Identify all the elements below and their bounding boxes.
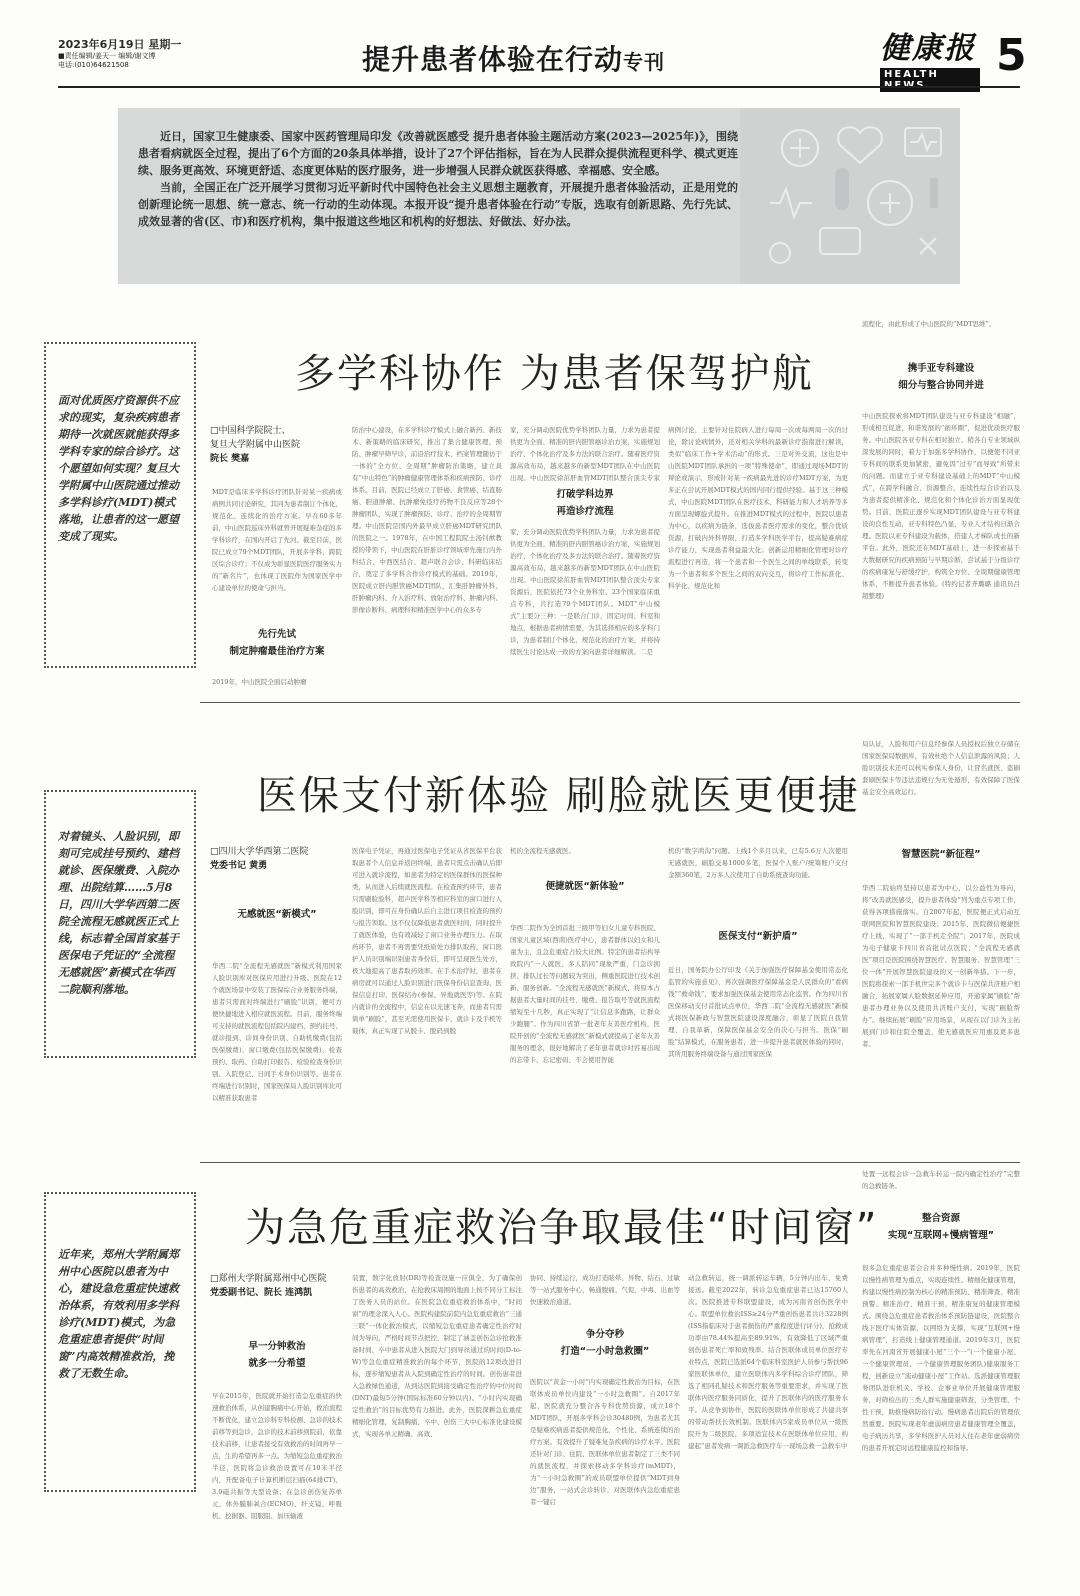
article2-col3: 华西二院作为全国首批三级甲等妇女儿童专科医院、国家儿童区域(西南)医疗中心，患者群体以妇女和儿童为主，且急危重症占较大比例。特定的患者结构导致院内“一人就医、多人陪同”现象严重，门急诊拥挤、排队过长等问题较为突出，侧重医院进行技术创新、服务创新。“全流程无感就医”新模式，将原本占据患者大量时间的挂号、缴费、报告取号等就医流程缩短至十几秒，真正实现了“让信息多跑路，让群众少跑腿”。作为四川省第一批老年友善医疗机构，医院开创的“全流程无感就医”新模式就提高了老年友善服务的理念，很好地解决了老年患者就诊时容易出现的忘带卡、忘记密码、不会使用智能 bbox=[510, 924, 660, 1064]
page-title-suffix: 专刊 bbox=[623, 50, 666, 74]
intro-text bbox=[138, 128, 738, 230]
article1-col5: 中山医院探索将MDT团队建设与亚专科建设“相融”，形成相互促进，和谐发展的“循环圈”，促进优质医疗服务。中山医院各亚专科在相对独立、稍各自专业领域纵深发展的同时，着力于加强多学科协作，以便使不同亚专科间的联系更加紧密，避免因“过专”而导致“所带来的问题。而建立于亚专科建设基础上的MDT“中山模式”，在跨学科融合、资源整合、连续性综合诊治以及为患者提供精准化、规范化和个体化诊治方面显现优势。目前，医院正逐步实现MDT团队建设与亚专科建设的良性互动，亚专科特色凸显，专业人才结构日渐合理。医院以亚专科建设为载体，搭建人才梯队成长的新平台。此外，医院还在MDT基础上，进一步探索基于大数据研究的疾病预防与早期诊断，尝试基于分级诊疗的疾病康复与舒缓疗护，构筑全方位、全周期健康管理体系，不断提升患者体验。(特约记者齐璐璐 通讯员吕超整理) bbox=[862, 412, 1020, 600]
article3-headline: 为急危重症救治争取最佳“时间窗” bbox=[245, 1205, 879, 1251]
page-title-main: 提升患者体验在行动 bbox=[362, 43, 624, 76]
article2-headline: 医保支付新体验 刷脸就医更便捷 bbox=[257, 773, 860, 819]
author-line: □郑州大学附属郑州中心医院 bbox=[210, 1274, 327, 1284]
article3-subhead-2 bbox=[530, 1326, 680, 1360]
article1-col3a: 家，充分调动医院优势学科团队力量，力求为患者提供更为全面、精准的肝内胆管癌诊治方案，实施规划治疗、个体化治疗及多方法的联合治疗。随着医疗资源高效布局，越来越多的新型MDT团队在中山医院出现。中山医院徐茁肝血管MDT团队整合顶尖专家 bbox=[510, 426, 660, 482]
brand-name: 健康报 bbox=[880, 31, 976, 66]
page-title bbox=[362, 38, 665, 78]
article1-subhead-3 bbox=[862, 360, 1020, 394]
article2-col3a: 机的全流程无感就医。 bbox=[510, 847, 575, 855]
article1-col1: MDT是临床多学科诊疗团队针对某一疾病或病例共同讨论研究，其同为患者制订个体化、规范化、连续化的治疗方案。早在60多年前，中山医院巡床外科就曾开展疑难杂症的多学科诊疗，在国内开启了先河。截至目前，医院已成立79个MDT团队，开展多学科、跨院区综合诊疗；不仅成为彰显医院医疗服务实力的“新名片”，也体现了医院作为国家医学中心建设单位的使命与担当。 bbox=[212, 488, 342, 592]
subhead-line: 争分夺秒 bbox=[585, 1329, 624, 1340]
subhead-line: 早一分钟救治 bbox=[248, 1341, 306, 1352]
article1-bottom-rule bbox=[200, 702, 1020, 703]
author-line: 复旦大学附属中山医院 bbox=[210, 440, 301, 450]
intro-paragraph-2: 当前，全国正在广泛开展学习贯彻习近平新时代中国特色社会主义思想主题教育，开展提升患者体验活动，正是用党的创新理论统一思想、统一意志、统一行动的生动体现。本报开设“提升患者体验在行动”专版，选取有创新思路、先行先试、成效显著的省(区、市)和医疗机构，集中报道这些地区和机构的好想法、好做法、好办法。 bbox=[138, 181, 738, 228]
article3-col1: 早在2015年，医院就开始打造急危重症的快速救治体系，从创建胸痛中心开始，救治流程不断优化，建立急诊科专科检测、急诊的技术前移等到急诊，急诊的技术前移到院前，依靠技术前移，让患者接受有效救治的时间再早一点，生的希望再多一点。为缩短急危重症救治半径，医院将急诊救治设置可在10米半径内，开配备电子计算机断层扫描(64排CT)、3.0磁共振等大型设备；在急诊创伤复苏单元，体外膜肺氧合(ECMO)、纤支镜、呼吸机、挖掘器、阻服阻、加压输液 bbox=[212, 1392, 342, 1520]
article1-headline: 多学科协作 为患者保驾护航 bbox=[295, 351, 814, 397]
subhead-line: 就多一分希望 bbox=[248, 1358, 306, 1369]
article1-col5a: 流程化，由此形成了中山医院的“MDT思维”。 bbox=[862, 320, 996, 328]
header-meta bbox=[58, 38, 181, 70]
article2-subhead-4: 智慧医院“新征程” bbox=[901, 849, 981, 860]
subhead-line: 再造诊疗流程 bbox=[556, 506, 614, 517]
article2-subhead-1: 无感就医“新模式” bbox=[237, 909, 317, 920]
article2-sidebar-text: 对着镜头、人脸识别，即刻可完成挂号预约、建档就诊、医保缴费、入院办理、出院结算……5月8日，四川大学华西第二医院全流程无感就医正式上线，标志着全国首家基于医保电子凭证的“全流程无感就医”新模式在华西二院顺利落地。 bbox=[58, 830, 179, 996]
article1-col3b bbox=[510, 526, 660, 688]
page-number: 5 bbox=[996, 30, 1027, 81]
col-text: 家，充分调动医院优势学科团队力量，力求为患者提供更为全面、精准的肝内胆管癌诊治方案，实施规划治疗、个体化治疗及多方法的联合治疗。随着医疗资源高效布局，越来越多的新型MDT团队在中山医院出现。中山医院徐茁肝血管MDT团队整合顶尖专家资源后，医院依托73个业务科室、23个国家临床重点专科，共打造79个MDT团队。MDT“中山模式”主要分三种：一是联合门诊，固定时间、科室和地点，根据患者病情需要，为其选择相应的多学科门诊，为患者制订个体化、规范化的治疗方案，并将持续医生讨论达成一致的方案向患者详细解读。二是 bbox=[510, 528, 660, 656]
article3-col2: 装置，数字化放射(DR)等检查设施一应俱全，为了确保创伤患者的高效救治，在抢救床周围的地面上按不同分工标注了医务人员的站位。在医院急危重症救治体系中，“时间窗”的理念深入人心。医院构建院前院内急危重症救治“三通三联”一体化救治模式，以缩短急危重症患者确定性治疗时间为导向，严格时间节点把控，制定了涵盖创伤急诊抢救准备时间，卒中患者从进入医院大门到导丝通过的时间(D-to-W)等急危重症精准救治的每个环节，医院的12项改进目标，逐步缩短患者从入院到确定性治疗的时间。创伤患者进入急救绿色通道，从到达医院到接受确定性治疗的中位时间(DNT)最短5分钟(国际标准60分钟以内)。“小时内实现确定性救治”的目标优势有力推进。此外，医院深耕急危重症精细化管理，复制胸痛、卒中、创伤三大中心标准化建设模式，实现各单元精确、高效、 bbox=[352, 1274, 522, 1438]
article2-col4: 近日，国务院办公厅印发《关于加强医疗保障基金使用常态化监管的实施意见》，再次强调医疗保障基金是人民群众的“看病钱”“救命钱”，要求加强医保基金使用常态化监管。作为四川省医保移动支付首批试点单位，华西二院“全流程无感就医”新模式将医保新政与智慧医院建设深度融合，彰显了医院自我管理、自我革新，保障医保基金安全的决心与担当。医保“刷脸”结算模式，在服务患者，进一步提升患者就医体验的同时，其所用服务终端设备与通过国家医保 bbox=[668, 966, 848, 1058]
brand-english: HEALTH bbox=[880, 68, 980, 92]
article3-col4: 动急救转运，统一调派转运车辆，5分钟内出车，免费接送。截至2022年，转诊急危重症患者已达15760人次。医院推进专科联盟建设，成为河南省创伤医学中心。联盟单位救治ISS≥24分严重创伤患者共计3228例(ISS指临床对于患者损伤的严重程度进行评分)，抢救成功率由78.44%提高至89.91%，有效降低了区域严重创伤患者死亡率和致残率。结合医联体成员单位医疗专业特点，医院已选派64个临床科室医护人员参与帮扶96家医联体单位，建立医联体内多学科综合诊疗团队，筛选了相同孔疑技术和医疗服务等重要需求，并实现了医联体内医疗服务同质化，提升了医联体内的医疗服务水平。从竞争到协作，医院的医联体单位形成了共建共享的带动帮扶长效机制。医联体内5家成员单位从一级医院升为二级医院，多项适宜技术在医联体单位应用，构建起“患者发病一调派急救医疗车一现场急救一急救车中 bbox=[688, 1274, 848, 1450]
article2-subhead-3: 医保支付“新护盾” bbox=[718, 931, 798, 942]
author-line: 党委副书记、院长 连鸿凯 bbox=[210, 1288, 313, 1298]
article3-subhead-1 bbox=[212, 1338, 342, 1372]
article2-author bbox=[210, 845, 340, 873]
article1-subhead-2 bbox=[510, 486, 660, 520]
article3-col3a: 协同、持续运行，成功打造眩晕、异物、结石、过敏等一站式服务中心，畅通腹痛、气促、中毒、出血等快速救治通道。 bbox=[530, 1274, 680, 1306]
subhead-line: 整合资源 bbox=[921, 1213, 960, 1224]
article2-bottom-rule bbox=[200, 1162, 1020, 1163]
article3-sidebar-text: 近年来，郑州大学附属郑州中心医院以患者为中心，建设急危重症快速救治体系，有效利用多学科诊疗(MDT)模式，为急危重症患者提供“时间窗”内高效精准救治，挽救了无数生命。 bbox=[58, 1248, 179, 1380]
article2-col1: 华西二院“全流程无感就医”新模式利用国家人脸识别库对医保应用进行升级。医院在12个就医场景中安装了医保综合业务服务终端，患者只需面对终端进行“刷脸”识别，便可方便快捷地进入相应就医流程。目前，服务终端可支持的就医流程包括院内建档、预约挂号、就诊报到、诊间身份识别、自助机缴费(包括医保缴费)、窗口缴费(包括医保缴费)、检查预约、取药、自助打印报告、检验检查身份识别、入院登记、日间手术身份识别等。患者在终端进行识别时，国家医保局人脸识别库比可以精准获取患者 bbox=[212, 962, 342, 1102]
subhead-line: 实现“互联网+慢病管理” bbox=[888, 1230, 994, 1241]
header-rule bbox=[58, 86, 1020, 88]
article1-sidebar-text: 面对优质医疗资源供不应求的现实，复杂疾病患者期待一次就医就能获得多学科专家的综合诊疗。这个愿望如何实现？复旦大学附属中山医院通过推动多学科诊疗(MDT)模式落地，让患者的这一愿望变成了现实。 bbox=[58, 394, 179, 543]
author-line: 院长 樊嘉 bbox=[210, 454, 250, 464]
article2-col5a: 局认证，人脸和用户信息经参保人员授权后独立存储在国家医保局数据库，有效杜绝个人信息泄露的风险；人脸识别技术还可以核实参保人身份，让冒名就医、盗刷套刷医保卡等违法违规行为无处遁形，有效保障了医保基金安全高效运行。 bbox=[862, 740, 1020, 796]
subhead-line: 制定肿瘤最佳治疗方案 bbox=[229, 646, 325, 657]
subhead-line: 打造“一小时急救圈” bbox=[560, 1346, 650, 1357]
article1-author bbox=[210, 424, 340, 466]
medical-collage-illustration bbox=[740, 108, 960, 284]
subhead-line: 先行先试 bbox=[257, 629, 296, 640]
author-line: □中国科学院院士、 bbox=[210, 426, 291, 436]
article3-subhead-3 bbox=[862, 1210, 1020, 1244]
intro-paragraph-1: 近日，国家卫生健康委、国家中医药管理局印发《改善就医感受 提升患者体验主题活动方案(2023—2025年)》，围绕患者看病就医全过程，提出了6个方面的20条具体举措，设计了27个评估指标，旨在为人民群众提供流程更科学、模式更连续、服务更高效、环境更舒适、态度更体贴的医疗服务，进一步增强人民群众就医获得感、幸福感、安全感。 bbox=[138, 130, 738, 177]
subhead-line: 携手亚专科建设 bbox=[907, 363, 975, 374]
article3-col5: 很多急危重症患者会合并多种慢性病。2019年，医院以慢性病管理为重点，实现连续性、精细化健康管理，构建以慢性病控制为核心的精准预防、精准筛查、精准预警、精准治疗、精准干预、精准康复的健康管理模式。围绕急危重症患者救治体系预防链建设，医院整合线下医疗实体资源，以网络为支撑，实现“互联网+慢病管理”，打造线上健康管理通道。2019年3月，医院率先在河南省开展健康小屋“三个一”(一个健康小屋、一个健康管理员、一个健康管理服务团队)健康服务工程，创新设立“流动健康小屋”工作站。选派健康管理服务团队进驻机关、学校、企事业单位开展健康管理服务，对筛检出的三类人群实施健康筛查、分类管理、个性干预，助推慢病防治行动。慢病患者出院后的管理依然重要。医院实现老年虚弱病房患者健康管理全覆盖，电子病历共享，多学科医护人员对入住在老年虚弱病房的患者开展定时远程健康监控和指导。 bbox=[862, 1264, 1020, 1452]
editors-line: ■责任编辑/姜天一 编辑/谢文博 bbox=[58, 52, 156, 60]
author-line: 党委书记 黄勇 bbox=[210, 861, 268, 871]
article2-col2: 医保电子凭证，再通过医保电子凭证从省医保平台获取患者个人信息并返回终端，患者只需点击确认后即可进入就诊流程，如患者为特定的医保群体的医保种类，从而进入后续就医流程。在检查预约环节，患者只需刷脸验科，超声医学科等相应科室的窗口进行人脸识别，即可在身份确认后自主进行项目检查的预约与报告领取。这不仅仅降低患者就医时间，同时提升了就医体验，也有效减轻了窗口业务办理压力。在取药环节，患者不再需要凭纸质处方排队取药，窗口医护人员识别端识别患者身份后，即可呈现医生处方，极大地提高了患者取药效率。在手术治疗时，患者在病房就可以通过人脸识别进行医保身份信息查询、医保信息打印、医保结办(参保、异地就医等)等。在院内就诊的全流程中，信息在以光速飞奔，而患者只需简单“刷脸”，甚至无需使用医保卡、就诊卡及手机等载体，真正实现了从脱卡、脱码到脱 bbox=[352, 847, 502, 1035]
article2-subhead-2: 便捷就医“新体验” bbox=[545, 881, 625, 892]
phone-line: 电话:(010)64621508 bbox=[58, 61, 129, 69]
article1-col4: 病例讨论，主要针对住院病人进行每周一次或每两周一次的讨论，除讨论病情外，还对相关学科的最新诊疗指南进行解读，类似“临床工作+学术活动”的形式。三是对外交流，这也是中山医院MDT团队承担的一项“特殊使命”，即通过现场MDT的辩论或演示，形成针对某一疾病最先进的诊疗MDT方案，为更多正在尝试开展MDT模式的国内同行提供经验。基于这三种模式，中山医院MDT团队在医疗技术、科研能力和人才培养等多方面呈现螺旋式提升。在推进MDT模式的过程中，医院以患者为中心，以疾病为链条，选拔患者医疗需求的变化，整合优质资源，打破内外科界限，打造多学科医学平台，提高疑难病症诊疗能力，实现患者利益最大化；创新运用精细化管理对诊疗流程进行再造，将一个患者和一个医生之间的单线联系，转变为一个患者和多个医生之间的双向交互，将诊疗工作标准化、科学化、规范化和 bbox=[668, 426, 848, 590]
article3-col5a: 处置一远程会诊一急救车转运一院内确定性治疗”完整的急救链条。 bbox=[862, 1170, 1020, 1190]
subhead-line: 细分与整合协同并进 bbox=[898, 380, 984, 391]
issue-date: 2023年6月19日 星期一 bbox=[58, 38, 182, 51]
author-line: □四川大学华西第二医院 bbox=[210, 847, 309, 857]
article1-subhead-1 bbox=[212, 626, 342, 660]
masthead-logo bbox=[880, 30, 980, 92]
subhead-line: 打破学科边界 bbox=[556, 489, 614, 500]
article3-col3: 医院以“黄金一小时”内实现确定性救治为目标，在医联体成员单位内建设“一小时急救圈”。自2017年起，医院就充分整合各专科优势资源，成立18个MDT团队，开展多学科会诊30480例，为患者尤其是疑难疾病患者提供规范化、个性化、系统连续的治疗方案。有效提升了疑难复杂疾病的诊疗水平。医院还针对门诊、住院、医联体单位患者制定了三类不同的就医流程，并探索移动多学科诊疗(mMDT)，为“一小时急救圈”的成员联盟单位提供“MDT到身边”服务，一站式会诊转诊，对医联体内急危重症患者一键启 bbox=[530, 1378, 680, 1506]
article2-col4a: 机的“数字鸿沟”问题。上线1个多月以来，已有5.6万人次使用无感就医，刷脸交易1000多笔，医保个人账户/统筹账户支付金额360笔，2万多人次使用了自助系统查询功能。 bbox=[668, 847, 848, 879]
article1-col2: 防治中心建设，在多学科诊疗模式上融合新药、新技术、新策略的临床研究，推出了集合健康管理、预防、肿瘤早筛早诊、前沿治疗技术、档案管理随访于一体的“全方位、全周期”肿瘤防治策略，建立具有“中山特色”的肿瘤健康管理体系和疾病预防、诊疗体系。目前，医院已经成立了肝癌、食管癌、结直肠癌、胆道肿瘤、抗肿瘤免疫疗药物不良反应等28个肿瘤团队，实现了肿瘤预防、诊疗、治疗的全周期管理。中山医院是国内外最早成立肝癌MDT研究团队的医院之一。1978年，在中国工程院院士汤钊猷教授的带领下，中山医院在肝脏诊疗领域率先施行内外科结合、中西医结合、超声联合会诊、科研临床结合，奠定了多学科合作诊疗模式的基础。2019年，医院成立肝内胆管癌MDT团队，汇集肝肿瘤外科、肝肿瘤内科、介入治疗科、放射治疗科、肿瘤内科、影像诊断科、病理科和精准医学中心的众多专 bbox=[352, 426, 502, 614]
article1-col1b: 2019年，中山医院全面启动肿瘤 bbox=[212, 678, 307, 686]
article3-author bbox=[210, 1272, 350, 1300]
article2-col5: 华西二院始终坚持以患者为中心，以公益性为导向，将“改善就医感受，提升患者体验”列为重点专项工作，获得各项措施落实。自2007年起，医院便正式启动互联网医院和智慧医院建设；2015年，医院微信便捷医疗上线，实现了“一部手机走全院”；2017年，医院成为电子健康卡四川省首批试点医院；“全流程无感就医”项目是医院围绕智慧医疗、智慧服务、智慧管理“三位一体”开展智慧医院建设的又一创新举措。下一步，医院将探索一部手机世完多个就诊卡与医保共济账户相融合，拓展家属人脸数据延伸应用，开通家属“刷脸”帮患者办理业务以及使用共济账户支付，实现“刷脸帮办”。继续拓展“刷脸”应用场景，从现在以门诊为主拓展到门诊和住院全覆盖，使无感就医应用惠及更多患者。 bbox=[862, 884, 1020, 1048]
